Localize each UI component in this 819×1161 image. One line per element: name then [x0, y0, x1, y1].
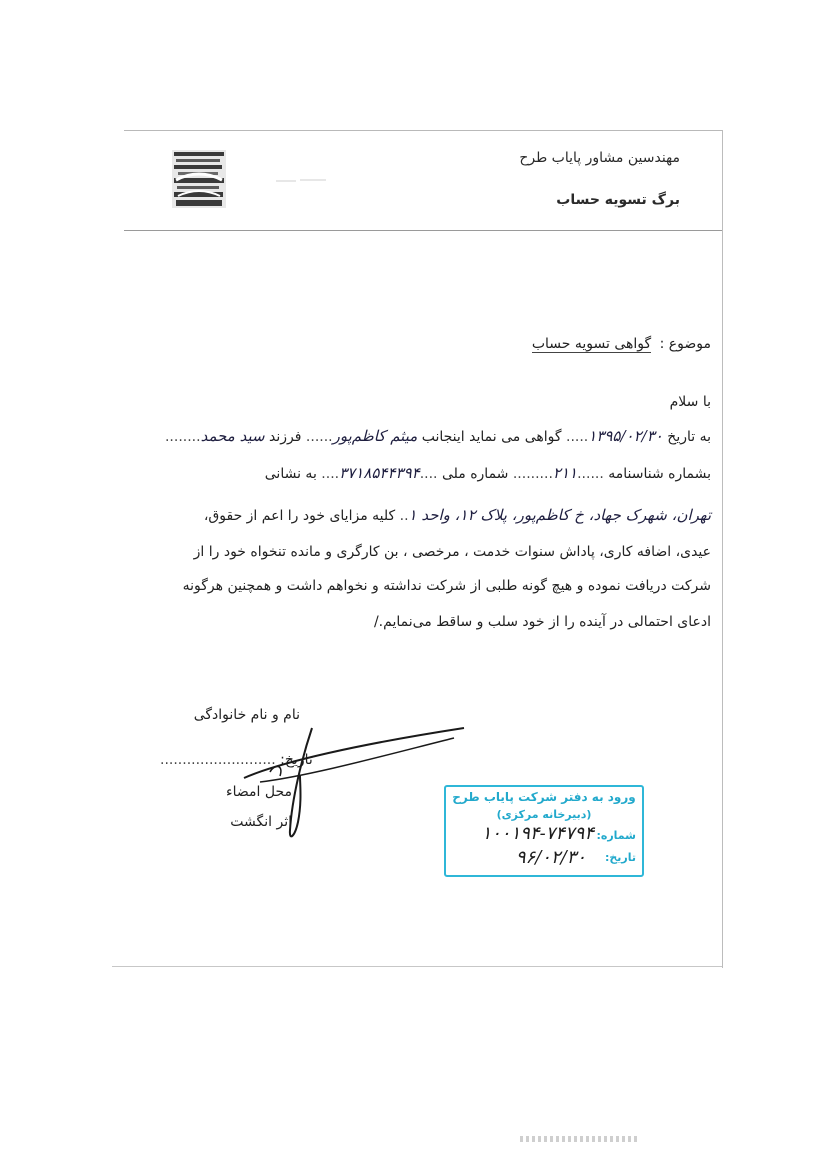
body-line-4: عیدی، اضافه کاری، پاداش سنوات خدمت ، مرخصی ، بن کارگری و مانده تنخواه خود را از	[193, 544, 711, 560]
subject-value: گواهی تسویه حساب	[531, 336, 652, 352]
subject-label: موضوع :	[659, 336, 711, 352]
body-line-3: تهران، شهرک جهاد، خ کاظم‌پور، پلاک ۱۲، واحد ۱.. کلیه مزایای خود را اعم از حقوق،	[203, 506, 711, 524]
company-logo	[172, 150, 226, 208]
body-line-5: شرکت دریافت نموده و هیچ گونه طلبی از شرکت نداشته و نخواهم داشت و همچنین هرگونه	[182, 578, 711, 594]
id-number-label: بشماره شناسنامه	[608, 466, 711, 482]
form-title: برگ تسویه حساب	[556, 192, 680, 208]
stamp-subtitle: (دبیرخانه مرکزی)	[496, 808, 592, 821]
benefits-text: کلیه مزایای خود را اعم از حقوق،	[203, 508, 396, 524]
handwritten-name: میثم کاظم‌پور	[332, 427, 418, 445]
header-divider	[124, 230, 723, 231]
body-line-1: به تاریخ ۱۳۹۵/۰۲/۳۰..... گواهی می نماید اینجانب میثم کاظم‌پور...... فرزند سید محمد........	[164, 427, 711, 445]
address-label: به نشانی	[264, 466, 317, 482]
handwritten-signature	[240, 718, 470, 848]
certify-text: گواهی می نماید اینجانب	[421, 429, 562, 445]
stamp-title: ورود به دفتر شرکت پایاب طرح	[452, 790, 636, 804]
body-line-2: بشماره شناسنامه ......۲۱۱......... شماره ملی ....۳۷۱۸۵۴۴۳۹۴.... به نشانی	[264, 464, 711, 482]
fingerprint-label: اثر انگشت	[230, 814, 292, 830]
faint-scan-mark	[276, 176, 328, 186]
registry-stamp	[444, 785, 644, 877]
body-line-6: ادعای احتمالی در آینده را از خود سلب و ساقط می‌نمایم./	[373, 614, 711, 630]
subject-line	[532, 336, 711, 352]
national-code-label: شماره ملی	[441, 466, 509, 482]
date-prefix: به تاریخ	[667, 429, 711, 445]
footer-date-field: تاریخ: ..........................	[160, 752, 313, 768]
handwritten-father-name: سید محمد	[200, 427, 265, 445]
scan-artifact	[520, 1136, 640, 1142]
page-right-edge	[722, 130, 723, 968]
handwritten-national-code: ۳۷۱۸۵۴۴۳۹۴	[339, 464, 420, 482]
footer-divider	[112, 966, 723, 967]
stamp-number-label: شماره:	[596, 829, 636, 842]
child-of-label: فرزند	[269, 429, 302, 445]
handwritten-address: تهران، شهرک جهاد، خ کاظم‌پور، پلاک ۱۲، واحد ۱	[408, 506, 711, 524]
handwritten-date: ۱۳۹۵/۰۲/۳۰	[588, 427, 663, 445]
stamp-date: ۹۶/۰۲/۳۰	[515, 847, 586, 868]
stamp-number: ۱۰۰۱۹۴-۷۴۷۹۴	[481, 823, 594, 844]
greeting: با سلام	[669, 394, 711, 410]
handwritten-id-number: ۲۱۱	[552, 464, 578, 482]
footer-date-label: تاریخ:	[280, 752, 313, 768]
stamp-date-label: تاریخ:	[604, 851, 636, 864]
fullname-label: نام و نام خانوادگی	[193, 707, 300, 723]
company-name: مهندسین مشاور پایاب طرح	[519, 150, 680, 166]
signature-place-label: محل امضاء	[226, 784, 292, 800]
